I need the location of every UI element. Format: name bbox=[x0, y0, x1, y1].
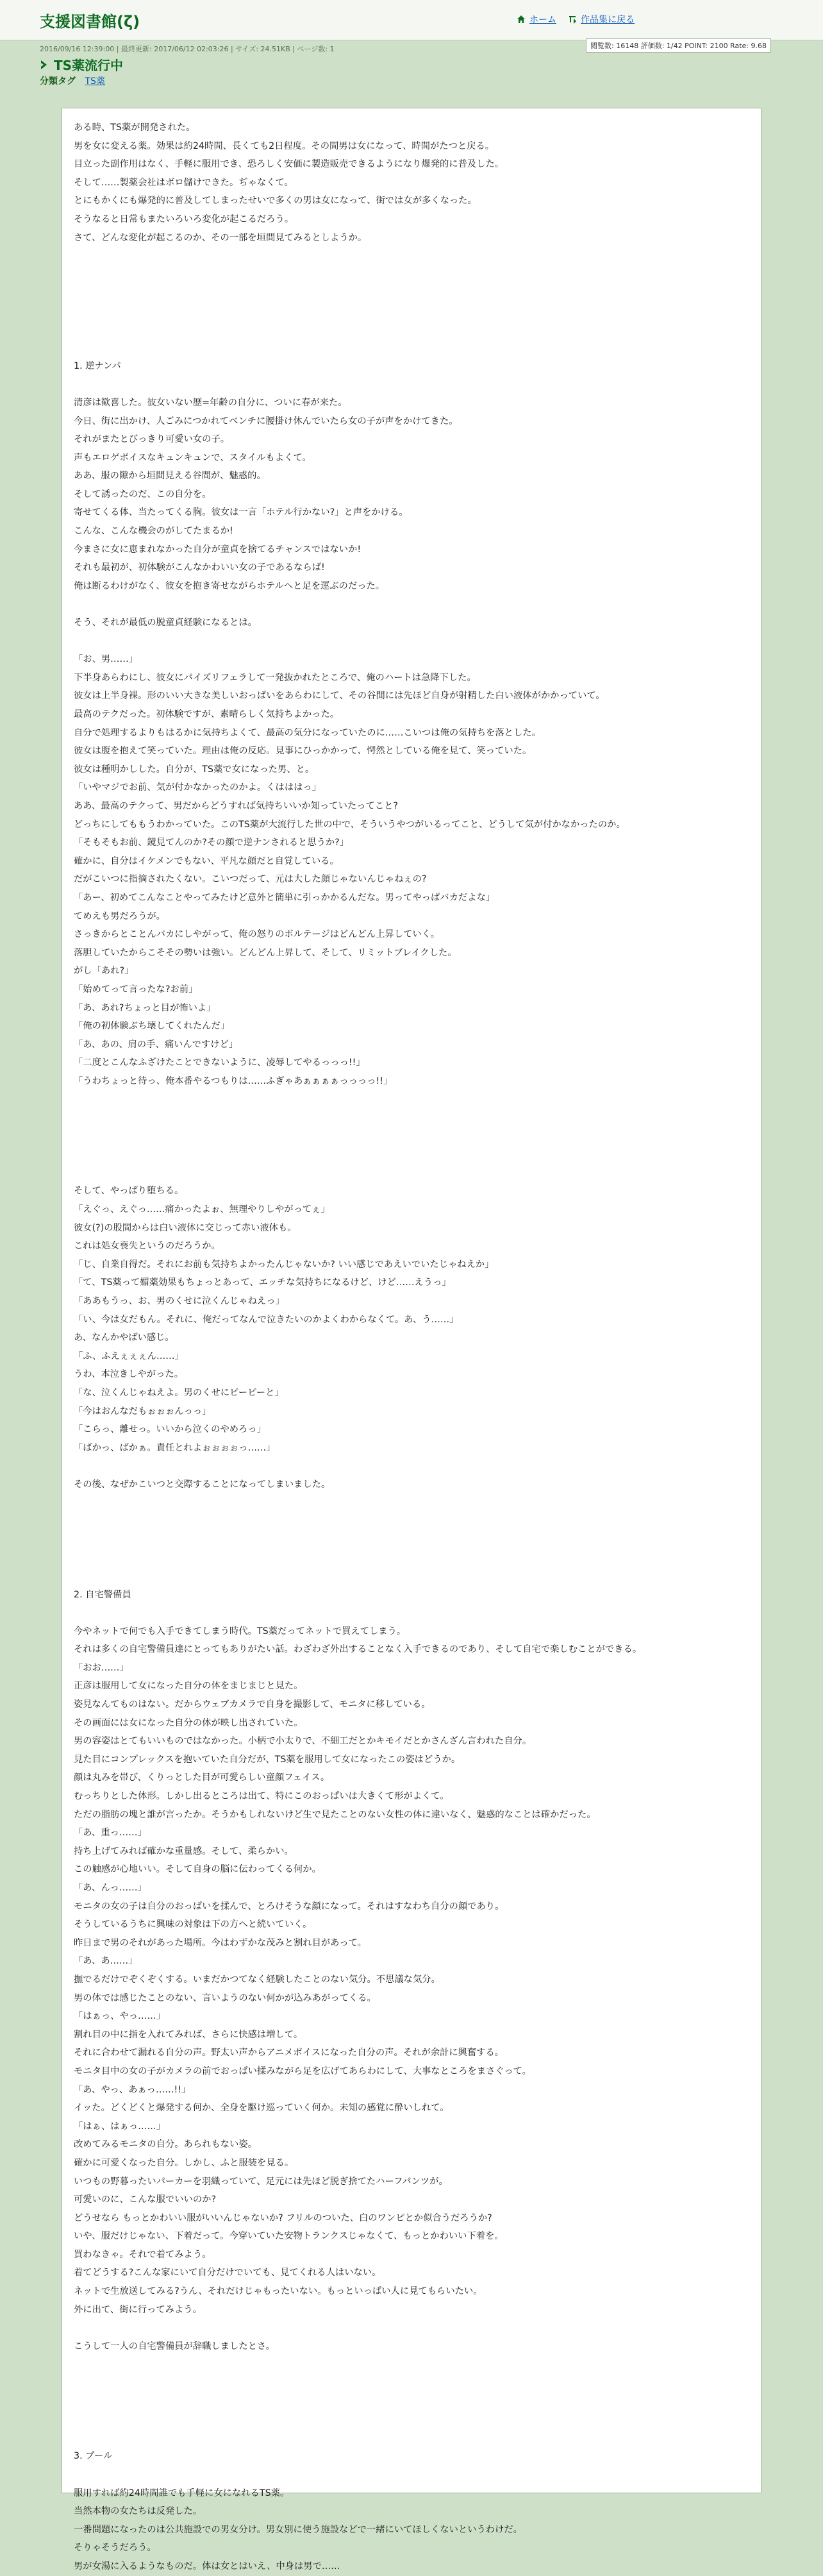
story-line: 下半身あらわにし、彼女にパイズリフェラして一発抜かれたところで、俺のハートは急降下した。 bbox=[74, 672, 476, 683]
story-line: 一番問題になったのは公共施設での男女分け。男女別に使う施設などで一緒にいてほしくないというわけだ。 bbox=[74, 2524, 522, 2535]
story-line: 彼女は上半身裸。形のいい大きな美しいおっぱいをあらわにして、その谷間には先ほど自身が射精した白い液体がかかっていて。 bbox=[74, 691, 605, 702]
work-title-text: TS薬流行中 bbox=[54, 58, 124, 73]
story-line: あ、なんかやばい感じ。 bbox=[74, 1333, 174, 1343]
tag-row bbox=[40, 74, 105, 87]
story-line: 確かに、自分はイケメンでもない、平凡な顔だと自覚している。 bbox=[74, 855, 339, 866]
story-line: 割れ目の中に指を入れてみれば、さらに快感は増して。 bbox=[74, 2029, 303, 2040]
story-line: 彼女(?)の股間からは白い液体に交じって赤い液体も。 bbox=[74, 1222, 297, 1233]
story-line: 姿見なんてものはない。だからウェブカメラで自身を撮影して、モニタに移している。 bbox=[74, 1699, 431, 1710]
story-line: その画面には女になった自分の体が映し出されていた。 bbox=[74, 1717, 303, 1728]
story-line: 彼女は腹を抱えて笑っていた。理由は俺の反応。見事にひっかかって、愕然としている俺を見て、笑っていた。 bbox=[74, 746, 532, 757]
story-line: 「うわちょっと待っ、俺本番やるつもりは……ふぎゃあぁぁぁぁっっっっ!!」 bbox=[74, 1075, 393, 1086]
story-line: てめえも男だろうが。 bbox=[74, 911, 165, 922]
blank-line bbox=[74, 1109, 749, 1127]
tag-label: 分類タグ bbox=[40, 76, 76, 87]
story-line: 可愛いのに、こんな服でいいのか? bbox=[74, 2194, 217, 2205]
blank-line bbox=[74, 2429, 749, 2448]
blank-line bbox=[74, 2411, 749, 2429]
story-line: いつもの野暮ったいパーカーを羽織っていて、足元には先ほど脱ぎ捨てたハーフパンツが。 bbox=[74, 2176, 448, 2187]
tag-link[interactable]: TS薬 bbox=[85, 76, 105, 87]
blank-line bbox=[74, 321, 749, 339]
work-title bbox=[40, 55, 123, 74]
story-line: これは処女喪失というのだろうか。 bbox=[74, 1241, 220, 1252]
blank-line bbox=[74, 339, 749, 357]
home-link[interactable] bbox=[517, 13, 556, 26]
stats-box: 閲覧数: 16148 評価数: 1/42 POINT: 2100 Rate: 9.68 bbox=[586, 38, 771, 53]
story-line: 俺は断るわけがなく、彼女を抱き寄せながらホテルへと足を運ぶのだった。 bbox=[74, 580, 385, 591]
return-icon bbox=[568, 15, 577, 24]
story-line: 今やネットで何でも入手できてしまう時代。TS薬だってネットで買えてしまう。 bbox=[74, 1626, 406, 1637]
story-line: 「て、TS薬って媚薬効果もちょっとあって、エッチな気持ちになるけど、けど……えうっ」 bbox=[74, 1277, 451, 1288]
meta-line: 2016/09/16 12:39:00 | 最終更新: 2017/06/12 02:03:26 | サイズ: 24.51KB | ページ数: 1 bbox=[40, 45, 335, 53]
story-line: 「おお……」 bbox=[74, 1662, 129, 1673]
story-line: どっちにしてももうわかっていた。このTS薬が大流行した世の中で、そういうやつがいるってこと、どうして気が付かなかったのか。 bbox=[74, 819, 626, 830]
story-line: 顔は丸みを帯び、くりっとした目が可愛らしい童顔フェイス。 bbox=[74, 1772, 330, 1783]
story-line: うわ、本泣きしやがった。 bbox=[74, 1369, 183, 1380]
story-line: 清彦は歓喜した。彼女いない歴=年齢の自分に、ついに春が来た。 bbox=[74, 397, 347, 408]
site-title-link[interactable]: 支援図書館(ζ) bbox=[40, 13, 140, 31]
story-line: どうせなら もっとかわいい服がいいんじゃないか? フリルのついた、白のワンピとか似合うだろうか? bbox=[74, 2212, 492, 2223]
story-line: 「今はおんなだもぉぉぉんっっ」 bbox=[74, 1406, 212, 1417]
story-line: 「そもそもお前、鏡見てんのか?その顔で逆ナンされると思うか?」 bbox=[74, 838, 349, 848]
story-line: この触感が心地いい。そして自身の脳に伝わってくる何か。 bbox=[74, 1864, 321, 1875]
blank-line bbox=[74, 1457, 749, 1476]
blank-line bbox=[74, 375, 749, 394]
story-line: 「二度とこんなふざけたことできないように、凌辱してやるっっっ!!」 bbox=[74, 1057, 365, 1068]
title-chevron-icon bbox=[40, 60, 49, 70]
story-line: 持ち上げてみれば確かな重量感。そして、柔らかい。 bbox=[74, 1846, 294, 1856]
blank-line bbox=[74, 1164, 749, 1183]
blank-line bbox=[74, 632, 749, 651]
story-line: 確かに可愛くなった自分。しかし、ふと服装を見る。 bbox=[74, 2157, 294, 2168]
story-line: 今まさに女に恵まれなかった自分が童貞を捨てるチャンスではないか! bbox=[74, 544, 362, 555]
story-line: そうなると日常もまたいろいろ変化が起こるだろう。 bbox=[74, 214, 294, 224]
blank-line bbox=[74, 1127, 749, 1146]
story-line: 男の容姿はとてもいいものではなかった。小柄で小太りで、不細工だとかキモイだとかさんざん言われた自分。 bbox=[74, 1736, 532, 1747]
top-bar bbox=[0, 0, 823, 40]
story-line: そうしているうちに興味の対象は下の方へと続いていく。 bbox=[74, 1919, 312, 1930]
story-line: そして、やっぱり堕ちる。 bbox=[74, 1186, 184, 1197]
story-line: むっちりとした体形。しかし出るところは出て、特にこのおっぱいは大きくて形がよくて。 bbox=[74, 1791, 449, 1802]
story-line: 1. 逆ナンパ bbox=[74, 360, 121, 371]
blank-line bbox=[74, 2374, 749, 2393]
story-line: 今日、街に出かけ、人ごみにつかれてベンチに腰掛け休んでいたら女の子が声をかけてきた。 bbox=[74, 416, 458, 426]
blank-line bbox=[74, 265, 749, 284]
story-line: そして誘ったのだ、この自分を。 bbox=[74, 489, 212, 500]
story-line: イッた。どくどくと爆発する何か、全身を駆け巡っていく何か。未知の感覚に酔いしれて。 bbox=[74, 2103, 449, 2114]
home-link-label: ホーム bbox=[529, 15, 556, 25]
blank-line bbox=[74, 1531, 749, 1549]
story-line: 「あー、初めてこんなことやってみたけど意外と簡単に引っかかるんだな。男ってやっぱバカだよな」 bbox=[74, 892, 495, 903]
blank-line bbox=[74, 2355, 749, 2374]
story-line: ああ、服の隙から垣間見える谷間が、魅惑的。 bbox=[74, 471, 266, 482]
story-line: 「あ、やっ、あぁっ……!!」 bbox=[74, 2084, 191, 2095]
home-icon bbox=[517, 15, 526, 24]
story-line: 「あ、んっ……」 bbox=[74, 1883, 147, 1893]
story-line: 彼女は種明かしした。自分が、TS薬で女になった男、と。 bbox=[74, 764, 315, 775]
story-line: ネットで生放送してみる?うん、それだけじゃもったいない。もっといっぱい人に見てもらいたい。 bbox=[74, 2286, 483, 2297]
top-nav bbox=[517, 13, 635, 26]
story-line: ある時、TS薬が開発された。 bbox=[74, 122, 195, 133]
blank-line bbox=[74, 302, 749, 321]
story-line: 「こらっ、離せっ。いいから泣くのやめろっ」 bbox=[74, 1424, 266, 1435]
blank-line bbox=[74, 1145, 749, 1164]
story-line: 「じ、自業自得だ。それにお前も気持ちよかったんじゃないか? いい感じであえいでいたじゃねえか」 bbox=[74, 1259, 494, 1270]
story-line: そりゃそうだろう。 bbox=[74, 2543, 156, 2554]
story-line: 昨日まで男のそれがあった場所。今はわずかな茂みと割れ目があって。 bbox=[74, 1937, 367, 1948]
story-line: 寄せてくる体、当たってくる胸。彼女は一言「ホテル行かない?」と声をかける。 bbox=[74, 507, 408, 518]
story-line: ただの脂肪の塊と誰が言ったか。そうかもしれないけど生で見たことのない女性の体に違いなく、魅惑的なことは確かだった。 bbox=[74, 1809, 596, 1820]
blank-line bbox=[74, 1512, 749, 1531]
return-link-label: 作品集に戻る bbox=[581, 15, 635, 25]
story-line: 「あ、あれ?ちょっと目が怖いよ」 bbox=[74, 1002, 216, 1013]
story-line: がし「あれ?」 bbox=[74, 966, 134, 977]
blank-line bbox=[74, 247, 749, 265]
story-line: さっきからとことんバカにしやがって、俺の怒りのボルテージはどんどん上昇していく。 bbox=[74, 929, 440, 940]
story-line: 男を女に変える薬。効果は約24時間、長くても2日程度。その間男は女になって、時間がたつと戻る。 bbox=[74, 140, 495, 151]
blank-line bbox=[74, 283, 749, 302]
blank-line bbox=[74, 1494, 749, 1513]
story-line: 声もエロゲボイスなキュンキュンで、スタイルもよくて。 bbox=[74, 452, 312, 463]
story-line: 当然本物の女たちは反発した。 bbox=[74, 2506, 203, 2517]
story-line: 「お、男……」 bbox=[74, 654, 138, 665]
story-line: 改めてみるモニタの自分。あられもない姿。 bbox=[74, 2139, 257, 2150]
story-line: そして……製薬会社はボロ儲けできた。ぢゃなくて。 bbox=[74, 177, 294, 188]
story-line: だがこいつに指摘されたくない。こいつだって、元は大した顔じゃないんじゃねぇの? bbox=[74, 874, 427, 885]
story-line: それに合わせて漏れる自分の声。野太い声からアニメボイスになった自分の声。それが余計に興奮する。 bbox=[74, 2048, 504, 2058]
story-line: 男の体では感じたことのない、言いようのない何かが込みあがってくる。 bbox=[74, 1992, 376, 2003]
blank-line bbox=[74, 1567, 749, 1586]
story-line: 最高のテクだった。初体験ですが、素晴らしく気持ちよかった。 bbox=[74, 709, 340, 720]
story-line: 着てどうする?こんな家にいて自分だけでいても、見てくれる人はいない。 bbox=[74, 2268, 381, 2278]
story-line: それも最初が、初体験がこんなかわいい女の子であるならば! bbox=[74, 562, 325, 573]
story-line: そう、それが最低の脱童貞経験になるとは。 bbox=[74, 618, 257, 628]
story-line: ああ、最高のテクって、男だからどうすれば気持ちいいか知っていたってこと? bbox=[74, 800, 398, 811]
story-line: 服用すれば約24時間誰でも手軽に女になれるTS薬。 bbox=[74, 2488, 290, 2498]
story-line: それは多くの自宅警備員達にとってもありがたい話。わざわざ外出することなく入手できるのであり、そして自宅で楽しむことができる。 bbox=[74, 1644, 642, 1655]
blank-line bbox=[74, 1549, 749, 1567]
story-line: その後、なぜかこいつと交際することになってしまいました。 bbox=[74, 1479, 331, 1490]
story-line: 買わなきゃ。それで着てみよう。 bbox=[74, 2249, 212, 2260]
story-line: 「ばかっ、ばかぁ。責任とれよぉぉぉぉっ……」 bbox=[74, 1442, 276, 1453]
story-line: 「はぁっ、やっ……」 bbox=[74, 2011, 165, 2022]
story-line: いや、服だけじゃない、下着だって。今穿いていた安物トランクスじゃなくて、もっとかわいい下着を。 bbox=[74, 2231, 504, 2242]
story-line: こうして一人の自宅警備員が辞職しましたとさ。 bbox=[74, 2341, 275, 2352]
story-line: 外に出て、街に行ってみよう。 bbox=[74, 2304, 202, 2315]
story-line: 「ふ、ふえぇぇぇん……」 bbox=[74, 1351, 184, 1361]
story-line: 2. 自宅警備員 bbox=[74, 1589, 131, 1600]
story-line: 見た目にコンプレックスを抱いていた自分だが、TS薬を服用して女になったこの姿はどうか。 bbox=[74, 1754, 461, 1765]
story-line: 「えぐっ、えぐっ……痛かったよぉ、無理やりしやがってぇ」 bbox=[74, 1204, 330, 1215]
story-line: 「い、今は女だもん。それに、俺だってなんで泣きたいのかよくわからなくて。あ、う……」 bbox=[74, 1314, 459, 1325]
story-line: 目立った副作用はなく、手軽に服用でき、恐ろしく安価に製造販売できるようになり爆発的に普及した。 bbox=[74, 159, 504, 170]
story-line: とにもかくにも爆発的に普及してしまったせいで多くの男は女になって、街では女が多くなった。 bbox=[74, 196, 477, 206]
story-line: 「あ、重っ……」 bbox=[74, 1828, 147, 1839]
story-line: 自分で処理するよりもはるかに気持ちよくて、最高の気分になっていたのに……こいつは俺の気持ちを落とした。 bbox=[74, 727, 541, 738]
story-line: さて、どんな変化が起こるのか、その一部を垣間見てみるとしようか。 bbox=[74, 232, 367, 243]
story-line: モニタ目中の女の子がカメラの前でおっぱい揉みながら足を広げてあらわにして、大事なところをまさぐって。 bbox=[74, 2066, 531, 2076]
blank-line bbox=[74, 595, 749, 614]
story-line: 男が女湯に入るようなものだ。体は女とはいえ、中身は男で…… bbox=[74, 2561, 340, 2572]
story-line: 3. プール bbox=[74, 2451, 113, 2462]
blank-line bbox=[74, 2466, 749, 2484]
blank-line bbox=[74, 2319, 749, 2337]
story-line: 「いやマジでお前、気が付かなかったのかよ。くはははっ」 bbox=[74, 782, 322, 793]
story-line: 「ああもうっ、お、男のくせに泣くんじゃねえっ」 bbox=[74, 1296, 285, 1306]
story-line: こんな、こんな機会のがしてたまるか! bbox=[74, 526, 233, 537]
story-line: 「あ、あ……」 bbox=[74, 1956, 138, 1967]
story-line: 「あ、あの、肩の手、痛いんですけど」 bbox=[74, 1039, 238, 1050]
blank-line bbox=[74, 1604, 749, 1622]
blank-line bbox=[74, 2393, 749, 2411]
story-line: 「な、泣くんじゃねえよ。男のくせにピーピーと」 bbox=[74, 1387, 284, 1398]
story-body bbox=[62, 108, 761, 2572]
story-line: それがまたとびっきり可愛い女の子。 bbox=[74, 434, 230, 445]
story-line: 正彦は服用して女になった自分の体をまじまじと見た。 bbox=[74, 1681, 303, 1692]
story-line: 「はぁ、はぁっ……」 bbox=[74, 2121, 165, 2132]
return-link[interactable] bbox=[568, 13, 635, 26]
story-line: 「俺の初体験ぶち壊してくれたんだ」 bbox=[74, 1021, 230, 1032]
story-line: 撫でるだけでぞくぞくする。いまだかつてなく経験したことのない気分。不思議な気分。 bbox=[74, 1974, 440, 1985]
story-line: 落胆していたからこそその勢いは強い。どんどん上昇して、そして、リミットブレイクした。 bbox=[74, 947, 457, 958]
story-line: 「始めてって言ったな?お前」 bbox=[74, 984, 198, 995]
blank-line bbox=[74, 1090, 749, 1109]
story-line: モニタの女の子は自分のおっぱいを揉んで、とろけそうな顔になって。それはすなわち自分の顔であり。 bbox=[74, 1901, 504, 1912]
